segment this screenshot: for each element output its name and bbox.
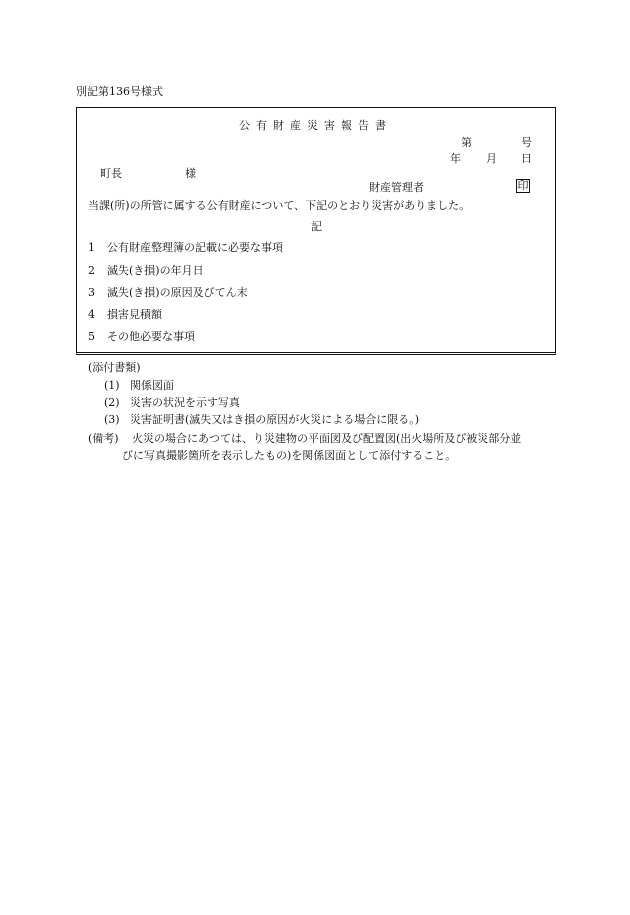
- administrator-label: 財産管理者: [369, 181, 424, 194]
- date-month: 月: [486, 152, 497, 165]
- list-item-num: 4: [88, 308, 95, 321]
- attachment-text: 災害の状況を示す写真: [130, 396, 240, 409]
- seal-mark: 印: [517, 179, 529, 192]
- list-item-num: 3: [88, 286, 95, 299]
- list-item-text: 滅失(き損)の原因及びてん末: [107, 286, 248, 299]
- form-title: 公有財産災害報告書: [239, 119, 392, 132]
- list-item-text: 損害見積額: [107, 308, 162, 321]
- attachment-num: (3): [104, 413, 120, 426]
- attachments-heading: (添付書類): [88, 361, 141, 374]
- list-item-num: 1: [88, 241, 95, 254]
- attachment-num: (1): [104, 379, 120, 392]
- list-item-num: 2: [88, 264, 95, 277]
- attachment-text: 関係図面: [130, 379, 174, 392]
- number-dai: 第: [461, 136, 472, 149]
- addressee-sama: 様: [185, 167, 196, 180]
- list-item-text: その他必要な事項: [107, 330, 195, 343]
- attachment-num: (2): [104, 396, 120, 409]
- statement: 当課(所)の所管に属する公有財産について、下記のとおり災害がありました。: [88, 199, 471, 212]
- form-number: 別記第136号様式: [76, 85, 163, 98]
- list-item-text: 滅失(き損)の年月日: [107, 264, 204, 277]
- list-item-text: 公有財産整理簿の記載に必要な事項: [107, 241, 283, 254]
- date-day: 日: [521, 152, 532, 165]
- remarks-label: (備考): [88, 432, 119, 445]
- attachment-text: 災害証明書(滅失又はき損の原因が火災による場合に限る。): [130, 413, 420, 426]
- number-go: 号: [521, 136, 532, 149]
- remarks-line-1: 火災の場合にあつては、り災建物の平面図及び配置図(出火場所及び被災部分並: [132, 432, 522, 445]
- list-item-num: 5: [88, 330, 95, 343]
- addressee-mayor: 町長: [100, 167, 122, 180]
- ki-heading: 記: [311, 220, 322, 233]
- remarks-line-2: びに写真撮影箇所を表示したもの)を関係図面として添付すること。: [122, 449, 457, 462]
- date-year: 年: [450, 152, 461, 165]
